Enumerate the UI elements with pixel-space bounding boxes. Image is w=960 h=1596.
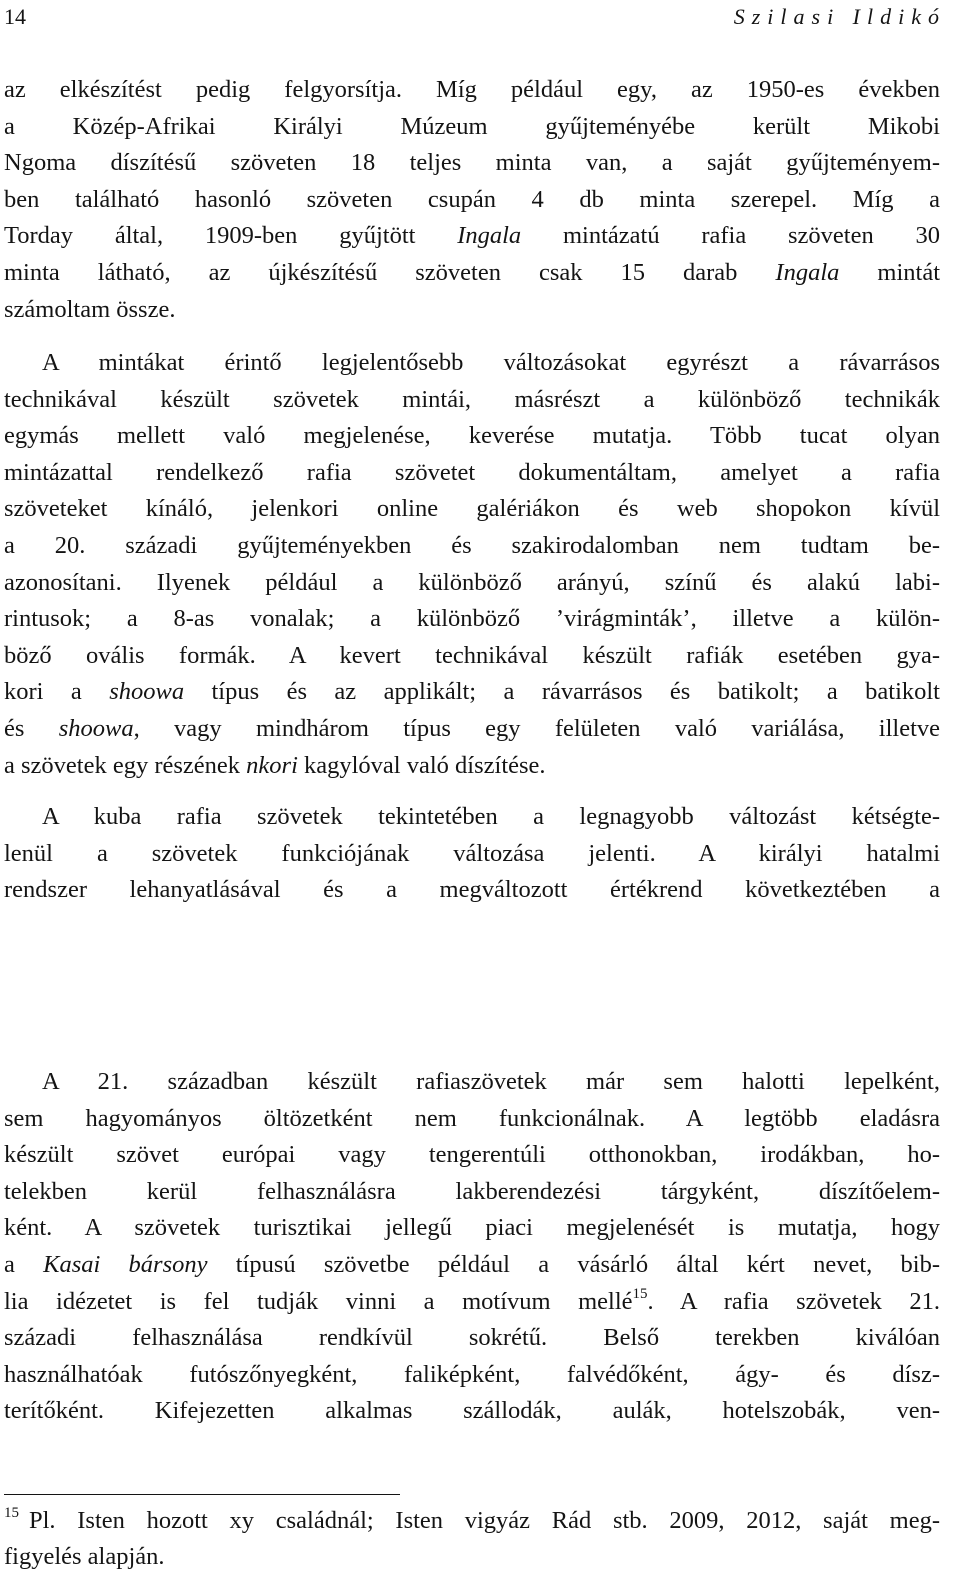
page-header [4, 2, 946, 32]
text-line: A mintákat érintő legjelentősebb változásokat egyrészt a rávarrásos [42, 349, 940, 376]
footnote-line: $^{15}$ Pl. Isten hozott xy családnál; Isten vigyáz Rád stb. 2009, 2012, saját meg- [4, 1505, 940, 1534]
italic-term: shoowa [58, 714, 134, 742]
text-line: készült szövet európai vagy tengerentúli otthonokban, irodákban, ho- [4, 1141, 940, 1169]
text-line: lia idézetet is fel tudják vinni a motívum mellé$^{15}$. A rafia szövetek 21. [4, 1285, 940, 1315]
italic-term: Ingala [457, 222, 522, 250]
text-line: lenül a szövetek funkciójának változása jelenti. A királyi hatalmi [4, 839, 940, 867]
text-line: egymás mellett való megjelenése, keverése mutatja. Több tucat olyan [4, 422, 940, 450]
quote-line [4, 951, 940, 988]
footnote-divider [4, 1494, 400, 1495]
italic-term: shoowa [109, 678, 185, 706]
text-line: századi felhasználása rendkívül sokrétű. Belső terekben kiválóan [4, 1324, 940, 1352]
body-paragraph-2 [4, 345, 940, 784]
quote-line [4, 988, 940, 1025]
text-line: Torday által, 1909-ben gyűjtött Ingala mintázatú rafia szöveten 30 [4, 222, 940, 250]
footnote-mark: 15 [4, 1505, 19, 1521]
text-line: sem hagyományos öltözetként nem funkcionálnak. A legtöbb eladásra [4, 1104, 940, 1132]
body-paragraph-3 [4, 799, 940, 909]
text-line: mintázattal rendelkező rafia szövetet dokumentáltam, amelyet a rafia [4, 458, 940, 486]
body-paragraph-1 [4, 72, 940, 328]
page-number: 14 [4, 4, 26, 29]
text-line: telekben kerül felhasználásra lakberendezési tárgyként, díszítőelem- [4, 1177, 940, 1205]
text-line: szöveteket kínáló, jelenkori online galériákon és web shopokon kívül [4, 495, 940, 523]
text-line: terítőként. Kifejezetten alkalmas szállodák, aulák, hotelszobák, ven- [4, 1397, 940, 1425]
text-line: A 21. században készült rafiaszövetek már sem halotti lepelként, [42, 1068, 940, 1095]
text-line: számoltam össze. [4, 295, 176, 323]
text-line: rintusok; a 8-as vonalak; a különböző ’virágminták’, illetve a külön- [4, 605, 940, 633]
text-line: használhatóak futószőnyegként, faliképként, falvédőként, ágy- és dísz- [4, 1360, 940, 1388]
text-line: rendszer lehanyatlásával és a megváltozott értékrend következtében a [4, 876, 940, 904]
text-line: a 20. századi gyűjteményekben és szakirodalomban nem tudtam be- [4, 531, 940, 559]
text-line: Ngoma díszítésű szöveten 18 teljes minta van, a saját gyűjteményem- [4, 149, 940, 177]
text-line: a szövetek egy részének nkori kagylóval való díszítése. [4, 751, 546, 779]
text-line: minta látható, az újkészítésű szöveten csak 15 darab Ingala mintát [4, 258, 940, 286]
text-line: a Kasai bársony típusú szövetbe például a vásárló által kért nevet, bib- [4, 1250, 940, 1278]
italic-term: Kasai bársony [43, 1250, 208, 1278]
text-line: technikával készült szövetek mintái, másrészt a különböző technikák [4, 385, 940, 413]
text-line: a Közép-Afrikai Királyi Múzeum gyűjteményébe került Mikobi [4, 112, 940, 140]
footnotes [4, 1503, 940, 1575]
text-line: kori a shoowa típus és az applikált; a rávarrásos és batikolt; a batikolt [4, 678, 940, 706]
text-line: az elkészítést pedig felgyorsítja. Míg például egy, az 1950-es években [4, 76, 940, 103]
text-line: ként. A szövetek turisztikai jellegű piaci megjelenését is mutatja, hogy [4, 1214, 940, 1242]
text-line: azonosítani. Ilyenek például a különböző arányú, színű és alakú labi- [4, 568, 940, 596]
text-line: és shoowa, vagy mindhárom típus egy felületen való variálása, illetve [4, 714, 940, 742]
running-head-author: Szilasi Ildikó [733, 4, 946, 29]
footnote-reference[interactable]: 15 [632, 1285, 648, 1302]
text-line: böző ovális formák. A kevert technikával készült rafiák esetében gya- [4, 641, 940, 669]
body-paragraph-4 [4, 1064, 940, 1430]
text-line: ben található hasonló szöveten csupán 4 db minta szerepel. Míg a [4, 185, 940, 213]
text-line: A kuba rafia szövetek tekintetében a legnagyobb változást kétségte- [42, 803, 940, 830]
block-quote [4, 951, 940, 1024]
italic-term: nkori [246, 751, 298, 779]
footnote-line: figyelés alapján. [4, 1543, 165, 1570]
italic-term: Ingala [775, 258, 840, 286]
